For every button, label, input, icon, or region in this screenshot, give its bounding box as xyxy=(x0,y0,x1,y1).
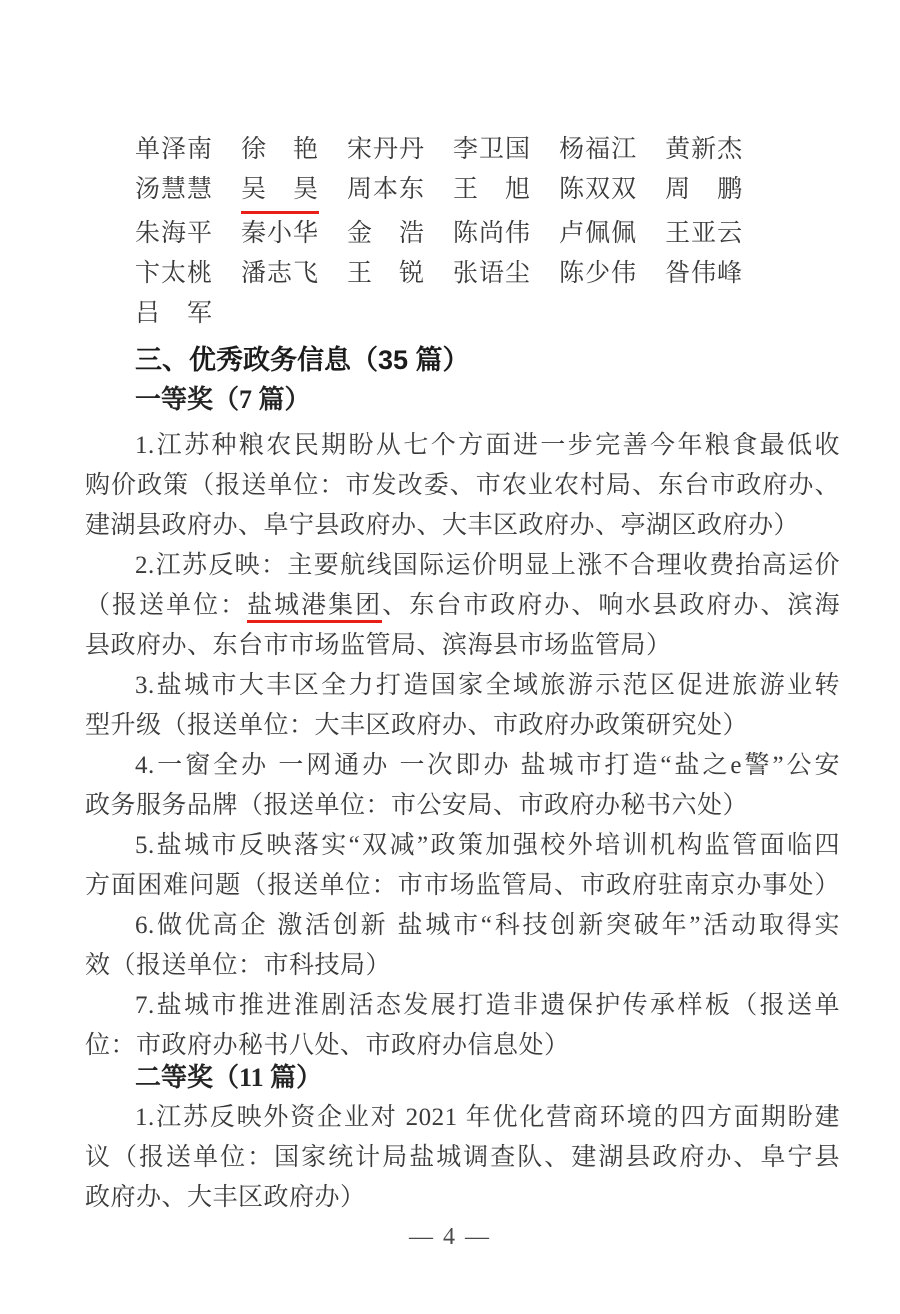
text-line xyxy=(85,586,840,626)
name-roster xyxy=(85,130,840,334)
name: 陈尚伟 xyxy=(453,220,532,247)
underlined-name: 吴 昊 xyxy=(241,170,319,214)
name: 杨福江 xyxy=(559,136,638,163)
name: 周本东 xyxy=(347,176,426,203)
name: 宋丹丹 xyxy=(347,136,426,163)
text-line: 购价政策（报送单位：市发改委、市农业农村局、东台市政府办、 xyxy=(85,472,840,499)
name: 黄新杰 xyxy=(665,136,744,163)
name-list-row xyxy=(85,254,840,294)
section-heading: 三、优秀政务信息（35 篇） xyxy=(135,345,470,375)
name: 李卫国 xyxy=(453,136,532,163)
name: 单泽南 xyxy=(135,136,214,163)
name: 潘志飞 xyxy=(241,260,320,287)
name: 王 旭 xyxy=(453,176,532,203)
first-prize-items xyxy=(85,426,840,1066)
text-line: 7.盐城市推进淮剧活态发展打造非遗保护传承样板（报送单 xyxy=(135,992,840,1019)
text-line: 1.江苏种粮农民期盼从七个方面进一步完善今年粮食最低收 xyxy=(135,432,840,459)
page-number: — 4 — xyxy=(409,1224,491,1250)
text-line: 效（报送单位：市科技局） xyxy=(85,952,392,979)
text-line: 政府办、大丰区政府办） xyxy=(85,1184,366,1211)
name: 王亚云 xyxy=(665,220,744,247)
name: 昝伟峰 xyxy=(665,260,744,287)
name-list-row xyxy=(85,130,840,170)
name: 卢佩佩 xyxy=(559,220,638,247)
text-line: 5.盐城市反映落实“双减”政策加强校外培训机构监管面临四 xyxy=(135,832,840,859)
name: 周 鹏 xyxy=(665,176,744,203)
name: 朱海平 xyxy=(135,220,214,247)
first-prize-heading: 一等奖（7 篇） xyxy=(135,385,311,414)
text-line: 1.江苏反映外资企业对 2021 年优化营商环境的四方面期盼建 xyxy=(135,1104,840,1131)
text-line: 建湖县政府办、阜宁县政府办、大丰区政府办、亭湖区政府办） xyxy=(85,512,800,539)
text-line: 政务服务品牌（报送单位：市公安局、市政府办秘书六处） xyxy=(85,792,749,819)
text-segment: 、东台市政府办、响水县政府办、滨海 xyxy=(382,592,840,619)
name-list-row xyxy=(85,294,840,334)
text-line: 型升级（报送单位：大丰区政府办、市政府办政策研究处） xyxy=(85,712,749,739)
name: 王 锐 xyxy=(347,260,426,287)
underlined-org: 盐城港集团 xyxy=(247,592,382,623)
name-list-row xyxy=(85,214,840,254)
text-line: 4.一窗全办 一网通办 一次即办 盐城市打造“盐之e警”公安 xyxy=(135,752,840,779)
name: 卞太桃 xyxy=(135,260,214,287)
name: 秦小华 xyxy=(241,220,320,247)
name-list-row xyxy=(85,170,840,214)
text-line: 3.盐城市大丰区全力打造国家全域旅游示范区促进旅游业转 xyxy=(135,672,840,699)
name: 陈少伟 xyxy=(559,260,638,287)
name: 徐 艳 xyxy=(241,136,320,163)
name: 张语尘 xyxy=(453,260,532,287)
text-segment: （报送单位： xyxy=(85,592,248,619)
text-line: 6.做优高企 激活创新 盐城市“科技创新突破年”活动取得实 xyxy=(135,912,840,939)
text-line: 2.江苏反映：主要航线国际运价明显上涨不合理收费抬高运价 xyxy=(135,552,840,579)
name: 吕 军 xyxy=(135,300,214,327)
text-line: 县政府办、东台市市场监管局、滨海县市场监管局） xyxy=(85,632,672,659)
text-line: 议（报送单位：国家统计局盐城调查队、建湖县政府办、阜宁县 xyxy=(85,1144,840,1171)
second-prize-items xyxy=(85,1098,840,1218)
name: 陈双双 xyxy=(559,176,638,203)
name: 汤慧慧 xyxy=(135,176,214,203)
document-content xyxy=(85,130,840,1218)
second-prize-heading: 二等奖（11 篇） xyxy=(135,1063,323,1092)
text-line: 位：市政府办秘书八处、市政府办信息处） xyxy=(85,1032,570,1059)
text-line: 方面困难问题（报送单位：市市场监管局、市政府驻南京办事处） xyxy=(85,872,840,899)
name: 金 浩 xyxy=(347,220,426,247)
